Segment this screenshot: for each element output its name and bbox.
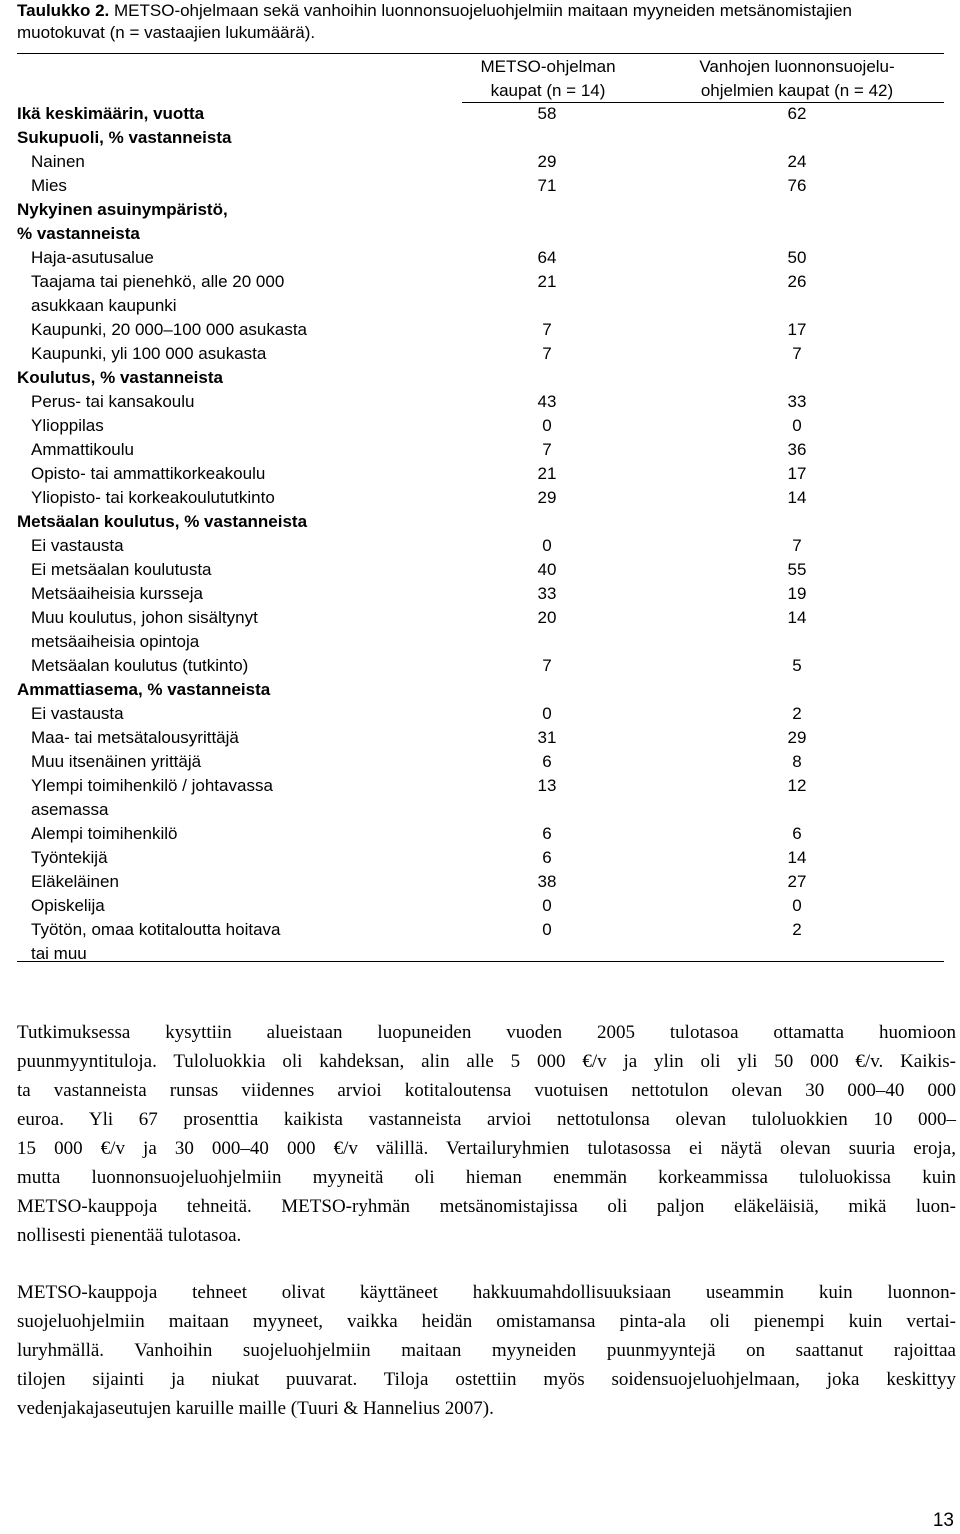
value-metso: 6 (542, 848, 552, 867)
value-metso: 13 (537, 776, 557, 795)
paragraph-line: puunmyyntituloja. Tuloluokkia oli kahdeksan, alin alle 5 000 €/v ja ylin oli yli 50 000 €/v. Kaikis- (17, 1051, 956, 1072)
value-metso: 0 (542, 416, 552, 435)
page-number: 13 (932, 1510, 954, 1531)
row-label-line: Mies (31, 176, 67, 195)
column-header-old-line-1: Vanhojen luonnonsuojelu- (699, 57, 895, 76)
row-label-line: Metsäalan koulutus (tutkinto) (31, 656, 249, 675)
value-old-programmes: 0 (792, 416, 802, 435)
column-header-metso-line-1: METSO-ohjelman (480, 57, 616, 76)
table-row (17, 582, 944, 606)
paragraph-line: 15 000 €/v ja 30 000–40 000 €/v välillä. Vertailuryhmien tulotasossa ei näytä olevan suuria eroja, (17, 1138, 956, 1159)
paragraph-line: tilojen sijainti ja niukat puuvarat. Tiloja ostettiin myös soidensuojeluohjelmaan, joka keskittyy (17, 1369, 956, 1390)
category-row (17, 102, 944, 126)
column-header-old-programmes (662, 55, 932, 103)
row-label (17, 678, 944, 702)
row-label-line: Kaupunki, 20 000–100 000 asukasta (31, 320, 308, 339)
value-metso: 29 (537, 488, 557, 507)
row-label-line: Haja-asutusalue (31, 248, 154, 267)
row-label-line: Alempi toimihenkilö (31, 824, 178, 843)
value-metso: 0 (542, 536, 552, 555)
row-label-line: asukkaan kaupunki (31, 296, 177, 315)
value-old-programmes: 17 (787, 320, 807, 339)
category-row (17, 126, 944, 150)
row-label-line: Ylioppilas (31, 416, 104, 435)
table-row (17, 342, 944, 366)
value-metso: 0 (542, 920, 552, 939)
paragraph-line: METSO-kauppoja tehneet olivat käyttäneet hakkuumahdollisuuksiaan useammin kuin luonnon- (17, 1282, 956, 1303)
table-row (17, 774, 944, 822)
row-label-line: Ei vastausta (31, 536, 124, 555)
row-label-line: Sukupuoli, % vastanneista (17, 128, 232, 147)
caption-line-2: muotokuvat (n = vastaajien lukumäärä). (17, 23, 316, 42)
table-row (17, 654, 944, 678)
value-old-programmes: 62 (787, 104, 807, 123)
value-old-programmes: 14 (787, 488, 807, 507)
column-header-old-line-2: ohjelmien kaupat (n = 42) (700, 81, 894, 100)
value-metso: 7 (542, 440, 552, 459)
caption-line-1 (17, 0, 947, 22)
value-metso: 7 (542, 344, 552, 363)
row-label-line: Nykyinen asuinympäristö, (17, 200, 228, 219)
value-metso: 6 (542, 752, 552, 771)
table-row (17, 462, 944, 486)
table-row (17, 534, 944, 558)
value-metso: 43 (537, 392, 557, 411)
body-text (17, 1018, 956, 1451)
row-label-line: % vastanneista (17, 224, 140, 243)
value-metso: 7 (542, 656, 552, 675)
value-old-programmes: 14 (787, 608, 807, 627)
paragraph-line: euroa. Yli 67 prosenttia kaikista vastanneista arvioi nettotulonsa olevan tuloluokkien 10 000– (17, 1109, 956, 1130)
table-row (17, 174, 944, 198)
value-old-programmes: 27 (787, 872, 807, 891)
column-header-metso-line-2: kaupat (n = 14) (490, 81, 606, 100)
value-metso: 29 (537, 152, 557, 171)
table-row (17, 606, 944, 654)
value-metso: 38 (537, 872, 557, 891)
value-old-programmes: 0 (792, 896, 802, 915)
row-label-line: Koulutus, % vastanneista (17, 368, 223, 387)
row-label-line: tai muu (31, 944, 87, 963)
table-top-rule (17, 53, 944, 54)
table-row (17, 918, 944, 966)
table-row (17, 246, 944, 270)
value-metso: 64 (537, 248, 557, 267)
column-header-metso (443, 55, 653, 103)
table-row (17, 870, 944, 894)
value-metso: 40 (537, 560, 557, 579)
row-label-line: asemassa (31, 800, 109, 819)
table-row (17, 750, 944, 774)
paragraph-line: luryhmällä. Vanhoihin suojeluohjelmiin maitaan myyneiden puunmyyntejä on saattanut rajoittaa (17, 1340, 956, 1361)
row-label-line: Työtön, omaa kotitaloutta hoitava (31, 920, 281, 939)
row-label-line: Kaupunki, yli 100 000 asukasta (31, 344, 267, 363)
table-row (17, 150, 944, 174)
row-label-line: Muu koulutus, johon sisältynyt (31, 608, 258, 627)
value-old-programmes: 36 (787, 440, 807, 459)
category-row (17, 198, 944, 246)
table-row (17, 270, 944, 318)
value-metso: 6 (542, 824, 552, 843)
paragraph (17, 1278, 956, 1423)
value-old-programmes: 12 (787, 776, 807, 795)
value-metso: 71 (537, 176, 557, 195)
paragraph (17, 1018, 956, 1250)
value-metso: 21 (537, 272, 557, 291)
row-label-line: Taajama tai pienehkö, alle 20 000 (31, 272, 285, 291)
paragraph-line: METSO-kauppoja tehneitä. METSO-ryhmän metsänomistajissa oli paljon eläkeläisiä, mikä luon- (17, 1196, 956, 1217)
value-old-programmes: 8 (792, 752, 802, 771)
row-label-line: Opisto- tai ammattikorkeakoulu (31, 464, 266, 483)
table-row (17, 894, 944, 918)
table-row (17, 438, 944, 462)
value-old-programmes: 5 (792, 656, 802, 675)
row-label-line: Maa- tai metsätalousyrittäjä (31, 728, 239, 747)
value-old-programmes: 26 (787, 272, 807, 291)
category-row (17, 366, 944, 390)
paragraph-line: Tutkimuksessa kysyttiin alueistaan luopuneiden vuoden 2005 tulotasoa ottamatta huomioon (17, 1022, 956, 1043)
value-old-programmes: 29 (787, 728, 807, 747)
value-metso: 31 (537, 728, 557, 747)
row-label-line: Ammattiasema, % vastanneista (17, 680, 271, 699)
value-metso: 58 (537, 104, 557, 123)
caption-text-1: METSO-ohjelmaan sekä vanhoihin luonnonsuojeluohjelmiin maitaan myyneiden metsänomistajien (114, 1, 853, 20)
value-metso: 33 (537, 584, 557, 603)
row-label (17, 510, 944, 534)
table-row (17, 390, 944, 414)
row-label-line: Muu itsenäinen yrittäjä (31, 752, 202, 771)
table-row (17, 318, 944, 342)
value-old-programmes: 2 (792, 920, 802, 939)
row-label-line: Ylempi toimihenkilö / johtavassa (31, 776, 273, 795)
value-metso: 7 (542, 320, 552, 339)
table-row (17, 558, 944, 582)
row-label-line: Eläkeläinen (31, 872, 119, 891)
value-old-programmes: 50 (787, 248, 807, 267)
table-body (17, 102, 944, 966)
paragraph-line: ta vastanneista runsas viidennes arvioi kotitaloutensa vuotuisen nettotulon olevan 30 000–40 000 (17, 1080, 956, 1101)
value-old-programmes: 2 (792, 704, 802, 723)
row-label (17, 126, 944, 150)
value-old-programmes: 14 (787, 848, 807, 867)
row-label-line: Metsäaiheisia kursseja (31, 584, 203, 603)
value-metso: 20 (537, 608, 557, 627)
row-label-line: Ei metsäalan koulutusta (31, 560, 212, 579)
table-row (17, 726, 944, 750)
row-label-line: Ammattikoulu (31, 440, 134, 459)
value-old-programmes: 24 (787, 152, 807, 171)
table-caption (17, 0, 947, 44)
value-old-programmes: 19 (787, 584, 807, 603)
value-metso: 21 (537, 464, 557, 483)
row-label-line: Metsäalan koulutus, % vastanneista (17, 512, 308, 531)
paragraph-line: nollisesti pienentää tulotasoa. (17, 1225, 242, 1246)
table-row (17, 486, 944, 510)
table-row (17, 414, 944, 438)
row-label-line: Työntekijä (31, 848, 108, 867)
table-row (17, 702, 944, 726)
caption-label: Taulukko 2. (17, 1, 110, 20)
row-label-line: Ikä keskimäärin, vuotta (17, 104, 205, 123)
row-label (17, 366, 944, 390)
row-label-line: Perus- tai kansakoulu (31, 392, 195, 411)
row-label-line: metsäaiheisia opintoja (31, 632, 200, 651)
table-row (17, 846, 944, 870)
value-old-programmes: 7 (792, 536, 802, 555)
paragraph-line: mutta luonnonsuojeluohjelmiin myyneitä oli hieman enemmän korkeammissa tuloluokissa kuin (17, 1167, 956, 1188)
value-old-programmes: 76 (787, 176, 807, 195)
table-bottom-rule (17, 961, 944, 962)
table-row (17, 822, 944, 846)
value-metso: 0 (542, 704, 552, 723)
row-label-line: Yliopisto- tai korkeakoulututkinto (31, 488, 275, 507)
paragraph-line: vedenjakajaseutujen karuille maille (Tuuri & Hannelius 2007). (17, 1398, 494, 1419)
row-label-line: Nainen (31, 152, 85, 171)
value-metso: 0 (542, 896, 552, 915)
row-label (17, 198, 944, 246)
value-old-programmes: 7 (792, 344, 802, 363)
value-old-programmes: 6 (792, 824, 802, 843)
category-row (17, 678, 944, 702)
value-old-programmes: 55 (787, 560, 807, 579)
paragraph-line: suojeluohjelmiin maitaan myyneet, vaikka heidän omistamansa pinta-ala oli pienempi kuin vertai- (17, 1311, 956, 1332)
row-label-line: Opiskelija (31, 896, 105, 915)
row-label-line: Ei vastausta (31, 704, 124, 723)
category-row (17, 510, 944, 534)
value-old-programmes: 17 (787, 464, 807, 483)
value-old-programmes: 33 (787, 392, 807, 411)
